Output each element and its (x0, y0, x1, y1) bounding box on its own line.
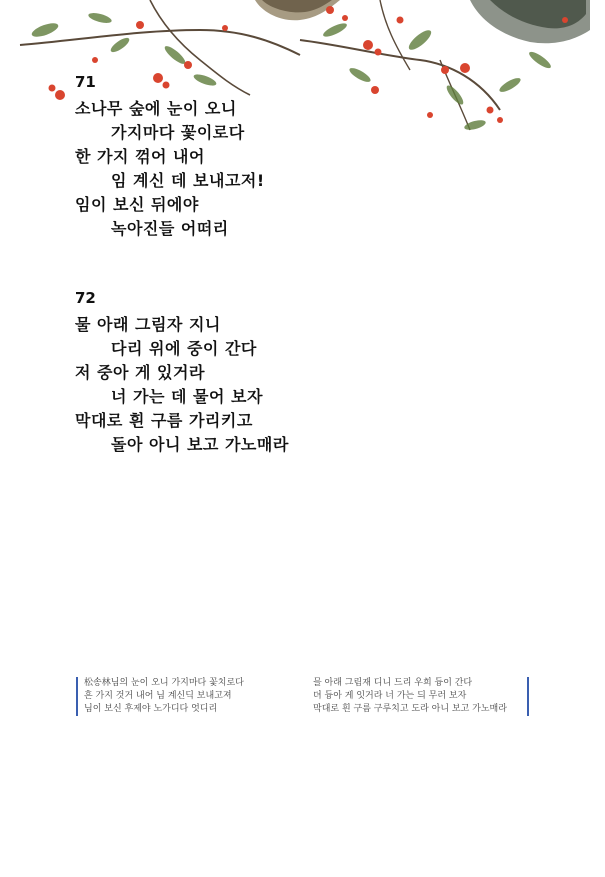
note-line: 松송林님의 눈이 오니 가지마다 꽃치로다 (84, 678, 244, 688)
poem-72 (75, 289, 555, 457)
poem-line: 다리 위에 중이 간다 (111, 339, 257, 358)
poem-line: 막대로 흰 구름 가리키고 (75, 411, 253, 430)
note-line: 막대로 흰 구름 구루치고 도라 아니 보고 가노매라 (313, 704, 507, 714)
original-text-note-72 (313, 677, 529, 716)
poem-line: 임이 보신 뒤에야 (75, 195, 199, 214)
note-line: 님이 보신 후제야 노가디다 엇디리 (84, 704, 218, 714)
note-line: 믈 아래 그림재 디니 드리 우희 듕이 간다 (313, 678, 473, 688)
poem-line: 임 계신 데 보내고저! (111, 171, 265, 190)
poem-line: 저 중아 게 있거라 (75, 363, 205, 382)
poem-line: 한 가지 꺾어 내어 (75, 147, 205, 166)
poem-71 (75, 73, 555, 241)
note-line: 흔 가지 것거 내어 님 계신딕 보내고져 (84, 691, 232, 701)
poem-number: 71 (75, 73, 96, 91)
poem-line: 가지마다 꽃이로다 (111, 123, 245, 142)
original-text-note-71 (76, 677, 299, 716)
poem-line: 소나무 숲에 눈이 오니 (75, 99, 237, 118)
poem-line: 녹아진들 어떠리 (111, 219, 229, 238)
note-line: 뎌 듕아 게 잇거라 너 가는 듸 무러 보자 (313, 691, 467, 701)
poem-line: 물 아래 그림자 지니 (75, 315, 221, 334)
poem-line: 너 가는 데 물어 보자 (111, 387, 263, 406)
poem-line: 돌아 아니 보고 가노매라 (111, 435, 289, 454)
poem-number: 72 (75, 289, 96, 307)
